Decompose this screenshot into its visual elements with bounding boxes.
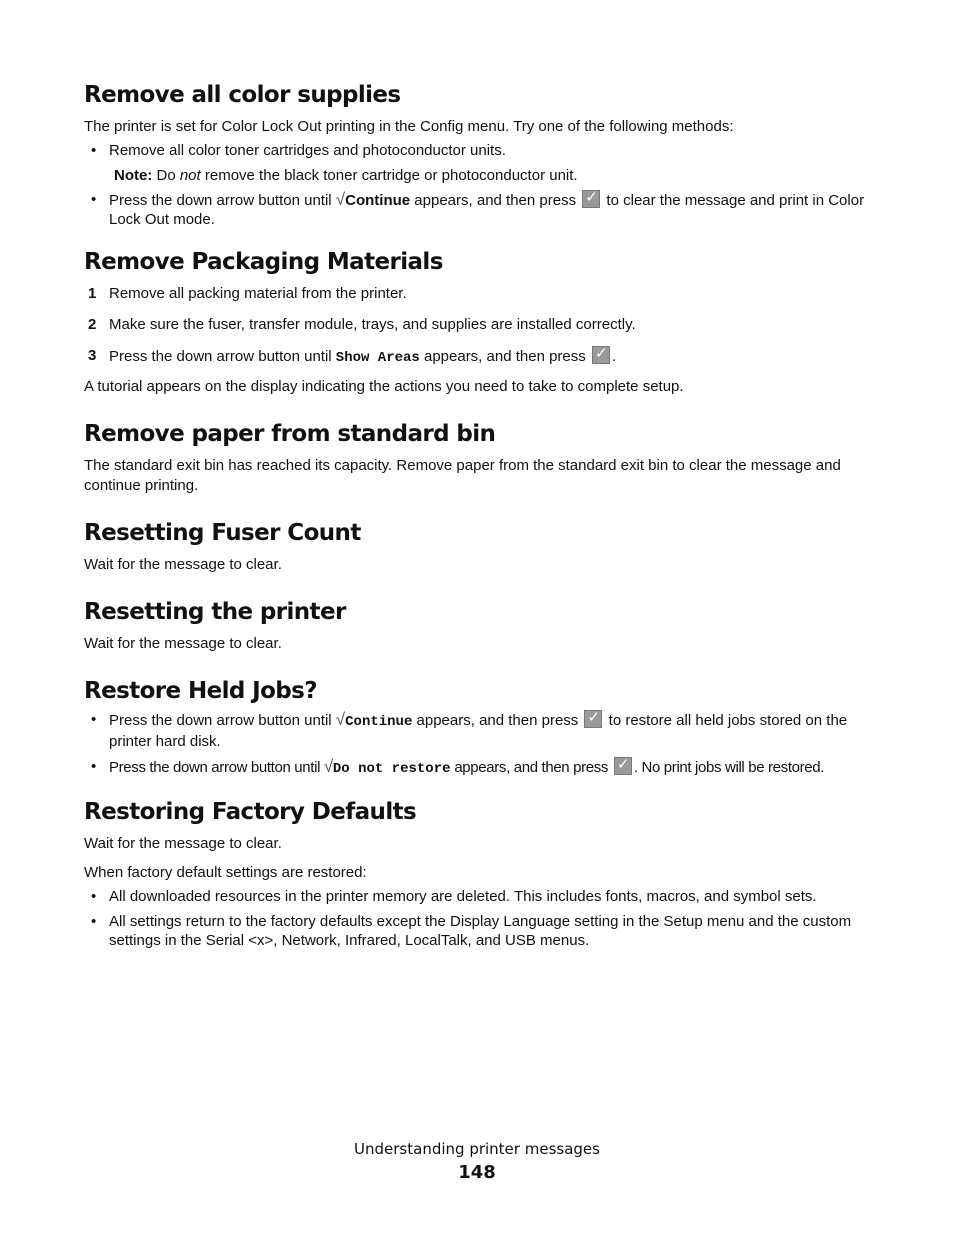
note: Note: Do not remove the black toner cartridge or photoconductor unit. [114,167,578,184]
paragraph: The standard exit bin has reached its capacity. Remove paper from the standard exit bin to clear the message and continue printing. [84,457,841,494]
bullet-glyph: • [91,711,97,728]
bullet-glyph: • [91,913,97,930]
checkmark-glyph-icon: √ [335,710,346,729]
paragraph: A tutorial appears on the display indicating the actions you need to take to complete setup. [84,378,684,395]
list-item: • Press the down arrow button until √Continue appears, and then press ✓ to clear the message and print in Color Lock Out mode. [84,190,874,229]
paragraph: The printer is set for Color Lock Out printing in the Config menu. Try one of the following methods: [84,118,734,135]
step-number: 3 [88,347,97,364]
checkmark-glyph-icon: √ [323,757,333,776]
list-item: • All settings return to the factory defaults except the Display Language setting in the Setup menu and the custom settings in the Serial <x>, Network, Infrared, LocalTalk, and USB menus. [91,913,852,949]
bullet-glyph: • [91,888,97,905]
list-item: • Remove all color toner cartridges and photoconductor units. [91,142,506,159]
section-restoring-factory-defaults [84,797,874,950]
page-footer [0,1138,954,1186]
list-item: • Press the down arrow button until √Do not restore appears, and then press ✓. No print jobs will be restored. [84,757,874,779]
section-remove-color-supplies [84,80,874,229]
step-number: 2 [88,316,97,333]
footer-section-title: Understanding printer messages [354,1140,600,1158]
list-item: • All downloaded resources in the printer memory are deleted. This includes fonts, macros, and symbol sets. [91,888,817,905]
section-resetting-fuser-count [84,518,874,575]
bullet-glyph: • [91,191,97,208]
heading-resetting-fuser-count: Resetting Fuser Count [84,520,361,546]
menu-option: Show Areas [335,350,420,366]
numbered-list [84,284,874,368]
checkmark-button-icon [592,346,610,364]
list-item: • Press the down arrow button until √Continue appears, and then press ✓ to restore all held jobs stored on the printer hard disk. [84,710,874,751]
menu-option: Continue [345,192,411,209]
section-remove-paper-bin [84,419,874,496]
bullet-list [84,190,874,229]
paragraph: When factory default settings are restored: [84,864,367,881]
step-number: 1 [88,285,97,302]
menu-option: Do not restore [332,761,451,777]
checkmark-glyph-icon: √ [335,190,346,209]
paragraph: Wait for the message to clear. [84,556,282,573]
list-item: 2 Make sure the fuser, transfer module, trays, and supplies are installed correctly. [88,316,636,333]
section-resetting-printer [84,597,874,654]
heading-remove-color-supplies: Remove all color supplies [84,82,401,108]
bullet-glyph: • [91,758,96,775]
checkmark-button-icon [614,757,632,775]
checkmark-button-icon [584,710,602,728]
bullet-list [84,887,874,950]
document-page [84,80,874,968]
bullet-glyph: • [91,142,97,159]
heading-remove-packaging: Remove Packaging Materials [84,249,443,275]
heading-restore-held-jobs: Restore Held Jobs? [84,678,318,704]
paragraph: Wait for the message to clear. [84,835,282,852]
heading-resetting-printer: Resetting the printer [84,599,346,625]
list-item: 1 Remove all packing material from the printer. [88,285,407,302]
page-number: 148 [458,1162,496,1183]
list-item: 3 Press the down arrow button until Show Areas appears, and then press ✓. [84,346,874,368]
section-restore-held-jobs [84,676,874,779]
heading-remove-paper-bin: Remove paper from standard bin [84,421,496,447]
paragraph: Wait for the message to clear. [84,635,282,652]
bullet-list [84,141,874,160]
menu-option: Continue [345,714,413,730]
heading-restoring-factory-defaults: Restoring Factory Defaults [84,799,417,825]
section-remove-packaging [84,247,874,397]
checkmark-button-icon [582,190,600,208]
note-label: Note: [114,167,153,184]
bullet-list [84,710,874,779]
